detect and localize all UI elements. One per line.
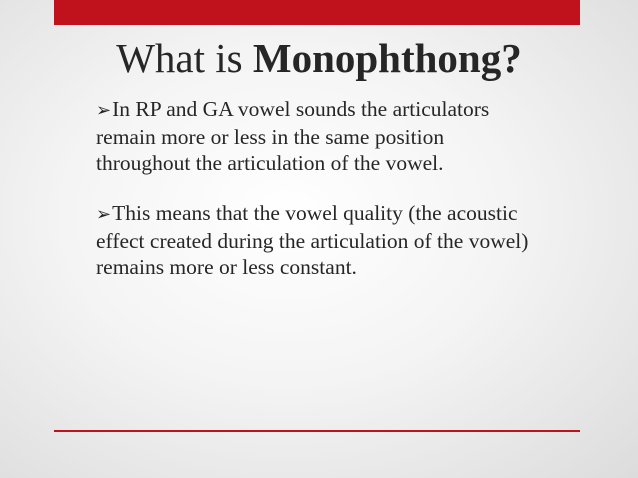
paragraph-text: This means that the vowel quality (the acoustic effect created during the articulation of the vowel) remains more or less constant. <box>96 201 529 279</box>
bottom-divider-line <box>54 430 580 432</box>
title-prefix: What is <box>116 35 253 81</box>
slide-title <box>0 33 638 83</box>
arrow-bullet-icon: ➢ <box>96 100 112 121</box>
top-accent-bar <box>54 0 580 25</box>
arrow-bullet-icon: ➢ <box>96 204 112 225</box>
bullet-paragraph-1 <box>96 96 541 176</box>
paragraph-text: In RP and GA vowel sounds the articulators remain more or less in the same position throughout the articulation of the vowel. <box>96 97 490 175</box>
title-keyword: Monophthong? <box>252 35 522 81</box>
bullet-paragraph-2 <box>96 200 541 280</box>
slide-body <box>96 96 541 280</box>
